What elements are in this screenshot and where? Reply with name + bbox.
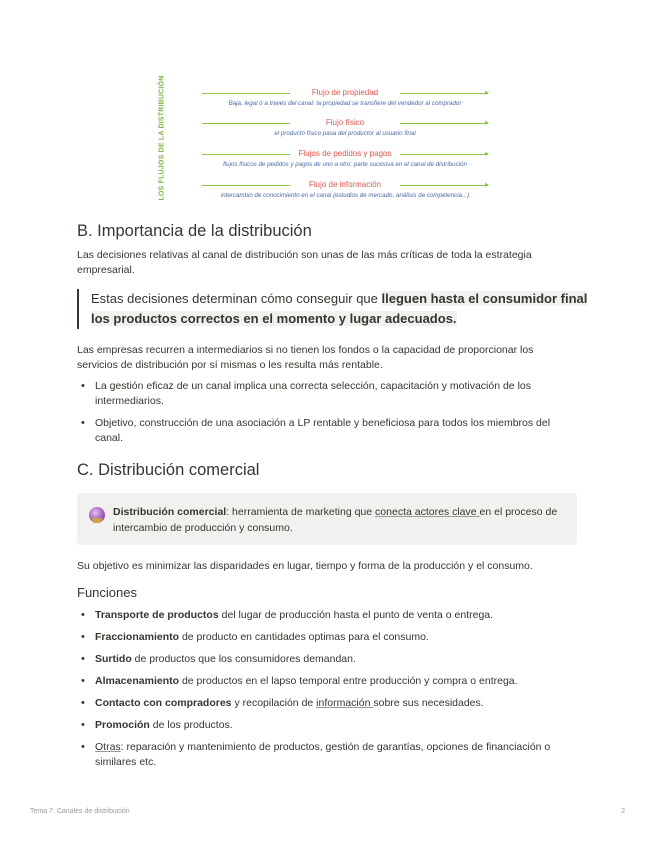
flow-desc: intercambio de conocimiento en el canal (estudios de mercado, análisis de competencia...) (220, 192, 470, 199)
section-b-bullets (77, 379, 577, 453)
callout-text: : herramienta de marketing que (226, 506, 376, 518)
informacion-link[interactable]: información (316, 697, 374, 709)
callout-link[interactable]: conecta actores clave (375, 506, 480, 518)
list-item: • Otras: reparación y mantenimiento de productos, gestión de garantías, opciones de financiación o similares etc. (77, 740, 577, 770)
flow-title: Flujo de propiedad (311, 88, 379, 97)
definition-callout (77, 493, 577, 545)
crystal-ball-icon (89, 507, 105, 523)
page-number: 2 (621, 808, 625, 815)
arrow-right-icon: ▸ (484, 118, 489, 127)
flow-title: Flujos de pedidos y pagos (298, 149, 392, 158)
arrow-right-icon: ▸ (484, 180, 489, 189)
diagram-vertical-label: LOS FLUJOS DE LA DISTRIBUCIÓN (158, 75, 166, 201)
list-item: • Promoción de los productos. (77, 718, 577, 733)
section-b-intro: Las decisiones relativas al canal de distribución son unas de las más críticas de toda la estrategia empresarial. (77, 249, 532, 276)
funciones-heading: Funciones (77, 585, 137, 600)
callout-text-end: en el proceso de intercambio de producción y consumo. (113, 506, 558, 534)
list-item: • Objetivo, construcción de una asociación a LP rentable y beneficiosa para todos los miembros del canal. (77, 416, 577, 446)
list-item: • Surtido de productos que los consumidores demandan. (77, 652, 577, 667)
quote-prefix: Estas decisiones determinan cómo conseguir que (91, 291, 382, 306)
section-b-heading: B. Importancia de la distribución (77, 222, 312, 240)
callout-term: Distribución comercial (113, 506, 227, 518)
section-c-paragraph: Su objetivo es minimizar las disparidades en lugar, tiempo y forma de la producción y el consumo. (77, 560, 533, 572)
flow-orders-payments (202, 148, 488, 174)
flow-ownership (202, 87, 488, 113)
flow-title: Flujo de información (308, 180, 382, 189)
arrow-right-icon: ▸ (484, 149, 489, 158)
flow-desc: flujos físicos de pedidos y pagos de uno a otro; parte sucesiva en el canal de distribución (223, 161, 467, 168)
arrow-right-icon: ▸ (484, 88, 489, 97)
list-item: • Transporte de productos del lugar de producción hasta el punto de venta o entrega. (77, 608, 577, 623)
distribution-flows-diagram (152, 76, 492, 206)
list-item: • Fraccionamiento de producto en cantidades optimas para el consumo. (77, 630, 577, 645)
quote-block (77, 289, 591, 329)
flow-physical (202, 117, 488, 143)
section-b-paragraph: Las empresas recurren a intermediarios si no tienen los fondos o la capacidad de proporcionar los servicios de distribución por sí mismas o les resulta más rentable. (77, 344, 534, 371)
list-item: • Almacenamiento de productos en el lapso temporal entre producción y compra o entrega. (77, 674, 577, 689)
flow-desc: Baja, legal o a través del canal: la propiedad se transfiere del vendedor al comprador (228, 100, 462, 107)
list-item: • La gestión eficaz de un canal implica una correcta selección, capacitación y motivación de los intermediarios. (77, 379, 577, 409)
footer-title: Tema 7: Canales de distribución (30, 808, 130, 815)
flow-desc: el producto físico pasa del productor al usuario final (274, 130, 416, 137)
otras-link[interactable]: Otras (95, 741, 121, 753)
flow-information (202, 179, 488, 205)
funciones-list (77, 608, 577, 777)
flow-title: Flujo físico (325, 118, 365, 127)
list-item: • Contacto con compradores y recopilación de información sobre sus necesidades. (77, 696, 577, 711)
quote-highlight: lleguen hasta el consumidor final los productos correctos en el momento y lugar adecuados. (91, 291, 588, 326)
section-c-heading: C. Distribución comercial (77, 461, 260, 479)
